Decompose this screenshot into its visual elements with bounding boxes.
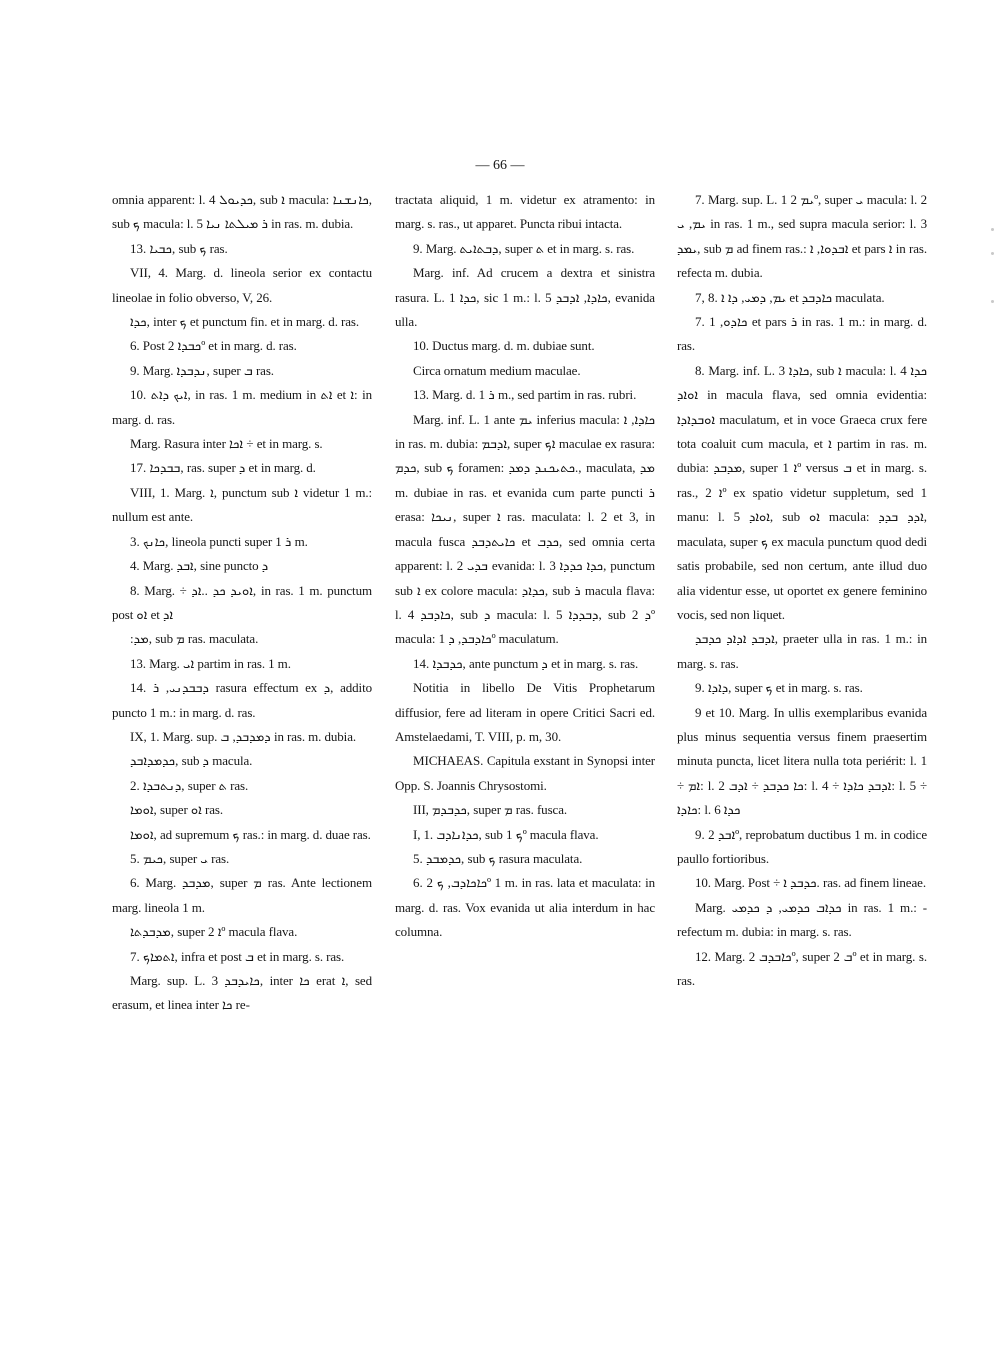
paragraph: 12. Marg. ܟܐܒܕܒ 2º, super ܒ 2º et in marg. s. ras. xyxy=(677,948,927,988)
paragraph: 9. Marg. ܢܕܒܕܐ, super ܒ ras. xyxy=(130,362,274,378)
paragraph: 7, 8. ܝܡ, ܕܡܝ, ܕܐ ܐ et ܟܐܕܒܕ maculata. xyxy=(695,289,885,305)
paragraph: 9 et 10. Marg. In ullis exemplaribus evanida plus minus sequentia versus finem praesertim minuta puncta, licet litera nulla tota periérit: l. 1 ÷ ܐܡ: l. 2 ܟܐ ܟܕܒܕ ÷ ܐܕܒ: l. 4 ÷ ܐܕܒܕ ܟܐܕܐ: l. 5 ÷ ܟܐܕܐ: l. 6 ܟܕܐ xyxy=(677,704,927,818)
paragraph: 5. ܟܝܡ, super ܝ ras. xyxy=(130,850,230,866)
paragraph: 4. Marg. ܐܒܕ, sine puncto ܕ xyxy=(130,558,269,574)
paragraph: 14. ܕܒܒܕܢܝ, ܪ rasura effectum ex ܕ, addito puncto 1 m.: in marg. d. ras. xyxy=(112,680,372,720)
paragraph: VII, 4. Marg. d. lineola serior ex contactu lineolae in folio obverso, V, 26. xyxy=(112,265,372,305)
paragraph: 10. Marg. Post ÷ ܟܕܒܕ ܐ. ras. ad finem lineae. xyxy=(695,875,926,891)
paragraph: 14. ܟܕܒܕܐ, ante punctum ܕ et in marg. s. ras. xyxy=(413,655,639,671)
column-right xyxy=(677,188,927,993)
paragraph: 9. ܐܒܕ 2º, reprobatum ductibus 1 m. in codice paullo fortioribus. xyxy=(677,826,928,866)
paragraph: 8. Marg. ÷ ܐܘܝܕ ܟܕ ..ܐܕ, in ras. 1 m. punctum post ܐܘ et ܐܕ xyxy=(112,582,372,622)
column-middle xyxy=(395,188,655,945)
paragraph: 10. ܐܝܟ ܕܐܬ, in ras. 1 m. medium in ܐܬ et ܐ: in marg. d. ras. xyxy=(112,387,372,427)
paragraph: ܐܕܒܕ ܐܕܐܕ ܟܕܒܕ, praeter ulla in ras. 1 m.: in marg. s. ras. xyxy=(677,631,928,671)
paragraph: 6. ܟܐܟܐܕܒ, ܟ 2º 1 m. in ras. lata et maculata: in marg. d. ras. Vox evanida ut alia interdum in hac columna. xyxy=(395,875,656,940)
paragraph: ܟܕܡܕܐܒܕ, sub ܕ macula. xyxy=(130,753,253,769)
paragraph: :ܡܕ, sub ܡ ras. maculata. xyxy=(130,631,259,647)
paragraph: Marg. inf. Ad crucem a dextra et sinistra rasura. L. 1 ܟܕܐ, sic 1 m.: l. 5 ܟܐܕܐ, ܐܕܒܕ, evanida ulla. xyxy=(395,265,655,330)
paragraph: Marg. sup. L. 3 ܟܐܝܕܒܕ, inter ܟܐ erat ܐ, sed erasum, et linea inter ܟܐ re- xyxy=(112,973,373,1013)
paragraph: Notitia in libello De Vitis Prophetarum diffusior, fere ad literam in opere Critici Sacri ed. Amstelaedami, T. VIII, p. m, 30. xyxy=(395,680,655,744)
paragraph: Marg. Rasura inter ܐܟܐ ÷ et in marg. s. xyxy=(130,436,323,452)
margin-speck xyxy=(991,300,994,303)
paragraph: MICHAEAS. Capitula exstant in Synopsi inter Opp. S. Joannis Chrysostomi. xyxy=(395,753,655,793)
paragraph: 2. ܕܢܬܒܕܐ, super ܬ ras. xyxy=(130,777,249,793)
paragraph: 6. Post ܟܒܕܐ 2º et in marg. d. ras. xyxy=(130,338,297,354)
paragraph: 9. Marg. ܕܒܬܐܝܬ, super ܬ et in marg. s. ras. xyxy=(413,240,635,256)
paragraph: tractata aliquid, 1 m. videtur ex atramento: in marg. s. ras., ut apparet. Puncta ribui intacta. xyxy=(395,192,655,232)
paragraph: 6. Marg. ܡܕܒܕ, super ܡ ras. Ante lectionem marg. lineola 1 m. xyxy=(112,875,372,915)
page-number: — 66 — xyxy=(475,158,525,173)
paragraph: ܡܕܒܕܬܐ, super ܐ 2º macula flava. xyxy=(130,924,298,940)
paragraph: 17. ܒܒܕܟܐ, ras. super ܕ et in marg. d. xyxy=(130,460,316,476)
paragraph: 8. Marg. inf. L. 3 ܟܐܕܐ, sub ܐ macula: l. 4 ܟܕܐ ܐܘܐܕ in macula flava, sed omnia evidentia: ܐܘܒܕܐܕܐ maculatum, et in voce Graeca crux fere tota coaluit cum macula, et ܐ partim in ras. m. dubia: ܡܕܒܕ, super ܐ 1º versus ܒ et in marg. s. ras., ܐ 2º ex spatio videtur suppletum, sed 1 manu: l. 5 ܐܘܐܕ, sub ܐܘ macula: ܐܕܕ ܒܕܕ, maculata, super ܟ ex macula punctum quod dedi satis probabile, sed non certum, ante illud duo alia videntur esse, ut oportet ex genere feminino vocis, sed non liquet. xyxy=(677,362,928,622)
paragraph: IX, 1. Marg. sup. ܕܡܕܒܕ, ܒ in ras. m. dubia. xyxy=(130,728,357,744)
column-left xyxy=(112,188,372,1018)
paragraph: ܟܕܐ, inter ܟ et punctum fin. et in marg. d. ras. xyxy=(130,314,360,330)
paragraph: 7. ܐܬܡܐܟ, infra et post ܒ et in marg. s. ras. xyxy=(130,948,345,964)
paragraph: Marg. inf. L. 1 ante ܝܡ inferius macula: ܟܐܕܐ, ܐ in ras. m. dubia: ܐܕܒܡ, super ܐܟ maculae ex rasura: ܟܕܡ, sub ܟ foramen: ܟܬܝܟܢܕ ܕܡܕ., maculata, ܡܕ m. dubiae in ras. et evanida cum parte puncti ܪ erasa: ܢܝܟܐ, super ܐ ras. maculata: l. 2 et 3, in macula fusca ܟܐܝܬܕܒܕ et ܟܕܒ, sed omnia certa apparent: l. 2 ܒܕܝ evanida: l. 3 ܟܕܐ ܟܕܕܐ, punctum sub ܐ ex colore macula: ܟܕܐܕ, sub ܪ macula flava: l. 4 ܟܐܕܒܕ, sub ܕ macula: l. 5 ܕܒܕܕܐ, sub ܕ 2º macula: ܟܐܕܒܕ, ܕ 1º maculatum. xyxy=(395,411,656,647)
paragraph: 5. ܟܕܡܒܕ, sub ܟ rasura maculata. xyxy=(413,850,583,866)
paragraph: VIII, 1. Marg. ܐ, punctum sub ܐ videtur 1 m.: nullum est ante. xyxy=(112,484,372,525)
paragraph: 13. Marg. d. ܪ 1 m., sed partim in ras. rubri. xyxy=(413,387,637,403)
paragraph: 13. Marg. ܐܝ partim in ras. 1 m. xyxy=(130,655,291,671)
paragraph: 7. ܟܐܕܘ, 1 et pars ܪ in ras. 1 m.: in marg. d. ras. xyxy=(677,314,927,354)
paragraph: ܐܘܡܐ, ad supremum ܟ ras.: in marg. d. duae ras. xyxy=(130,826,371,842)
paragraph: III, ܟܕܒܕܡ, super ܡ ras. fusca. xyxy=(413,802,568,818)
paragraph: ܐܘܡܐ, super ܐܘ ras. xyxy=(130,802,224,818)
paragraph: omnia apparent: l. 4 ܟܕܝܘܠ, sub ܐ macula: ܟܐܢܫܢܐ, sub ܟ macula: l. 5 ܪ ܡܝܠܬܐ ܢܝܐ in ras. m. dubia. xyxy=(112,192,372,232)
paragraph: Circa ornatum medium maculae. xyxy=(413,362,581,378)
paragraph: 7. Marg. sup. L. 1 ܝܡ 2º, super ܝ macula: l. 2 ܝܡ, ܝ in ras. 1 m., sed supra macula serior: l. 3 ܝܡܕ, sub ܡ ad finem ras.: ܐܒܕܘܐ, ܐ et pars ܐ in ras. refecta m. dubia. xyxy=(677,192,927,281)
margin-speck xyxy=(991,252,994,255)
paragraph: 3. ܟܐܢܟ, lineola puncti super ܪ 1 m. xyxy=(130,533,308,549)
paragraph: 13. ܟܒܝܐ, sub ܟ ras. xyxy=(130,240,228,256)
paragraph: I, 1. ܟܕܐܢܐܕܒ, sub ܟ 1º macula flava. xyxy=(413,826,599,842)
paragraph: 9. ܕܐܕܐ, super ܟ et in marg. s. ras. xyxy=(695,680,863,696)
margin-speck xyxy=(991,228,994,231)
paragraph: 10. Ductus marg. d. m. dubiae sunt. xyxy=(413,338,595,354)
paragraph: Marg. ܟܕܐܒ ܟܕܡܝ, ܕ ܟܕܡܝ in ras. 1 m.: - refectum m. dubia: in marg. s. ras. xyxy=(677,899,927,940)
